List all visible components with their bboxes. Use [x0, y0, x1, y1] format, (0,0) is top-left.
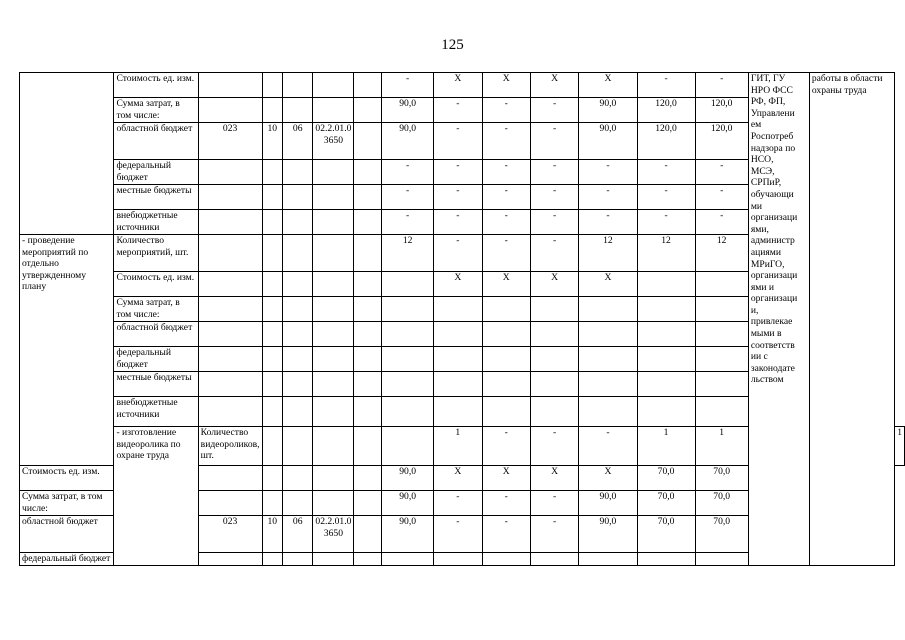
value-cell: Х — [579, 272, 637, 297]
value-cell: 1 — [434, 427, 482, 466]
value-cell: Х — [434, 73, 482, 98]
executors-line: Роспотреб — [750, 130, 794, 142]
value-cell: 70,0 — [637, 516, 695, 553]
value-cell: - — [482, 98, 530, 123]
executors-line: НРО ФСС — [750, 84, 793, 96]
value-cell: 90,0 — [382, 98, 434, 123]
page-number: 125 — [441, 37, 464, 53]
row-label: федеральный бюджет — [114, 160, 198, 185]
value-cell: 90,0 — [382, 516, 434, 553]
value-cell: - — [434, 491, 482, 516]
row-label: Количество видеороликов, шт. — [198, 427, 262, 466]
value-cell: 12 — [579, 235, 637, 272]
executors-line: ии с — [750, 351, 768, 363]
value-cell: 90,0 — [579, 98, 637, 123]
code-cell: 10 — [262, 123, 282, 160]
value-cell: Х — [579, 73, 637, 98]
value-cell: - — [434, 210, 482, 235]
executors-line: ациями — [750, 246, 781, 258]
executors-line: организаци — [750, 293, 798, 305]
executors-line: МСЭ, — [750, 165, 775, 177]
executors-line: администр — [750, 235, 795, 247]
executors-line: ем — [750, 119, 762, 131]
activity-cell-continued — [20, 73, 114, 235]
value-cell: - — [530, 427, 578, 466]
code-cell: 023 — [198, 123, 262, 160]
value-cell: - — [530, 235, 578, 272]
value-cell: 1 — [637, 427, 695, 466]
value-cell: - — [482, 491, 530, 516]
value-cell: - — [482, 427, 530, 466]
code-cell: 06 — [282, 123, 312, 160]
code-cell: 02.2.01.0 3650 — [313, 123, 354, 160]
executors-line: ями и — [750, 281, 774, 293]
activity-events: - проведение мероприятий по отдельно утвержденному плану — [20, 235, 114, 466]
executors-line: законодате — [750, 362, 795, 374]
executors-line: организаци — [750, 270, 798, 282]
value-cell: - — [530, 491, 578, 516]
executors-line: привлекае — [750, 316, 793, 328]
row-label: областной бюджет — [114, 123, 198, 160]
executors-line: надзора по — [750, 142, 796, 154]
row-label: Стоимость ед. изм. — [114, 272, 198, 297]
row-label: Сумма затрат, в том числе: — [114, 297, 198, 322]
value-cell: - — [434, 185, 482, 210]
value-cell: - — [530, 160, 578, 185]
value-cell: - — [482, 516, 530, 553]
value-cell: 1 — [695, 427, 748, 466]
value-cell: Х — [434, 272, 482, 297]
value-cell: 12 — [637, 235, 695, 272]
value-cell: - — [482, 235, 530, 272]
program-table — [19, 72, 905, 566]
row-label: федеральный бюджет — [20, 553, 114, 566]
executors-line: соответств — [750, 339, 795, 351]
code-cell: 02.2.01.0 3650 — [313, 516, 354, 553]
value-cell: - — [530, 210, 578, 235]
executors-line: СРПиР, — [750, 177, 782, 189]
value-cell: - — [382, 73, 434, 98]
value-cell: - — [579, 427, 637, 466]
executors-line: МРиГО, — [750, 258, 785, 270]
value-cell: 90,0 — [579, 516, 637, 553]
table-row — [20, 73, 905, 98]
value-cell: 70,0 — [695, 466, 748, 491]
value-cell: - — [530, 185, 578, 210]
row-label: областной бюджет — [114, 322, 198, 347]
value-cell: Х — [482, 272, 530, 297]
row-label: местные бюджеты — [114, 372, 198, 397]
value-cell: 120,0 — [637, 98, 695, 123]
executors-line: ГИТ, ГУ — [750, 73, 786, 84]
value-cell: 90,0 — [579, 491, 637, 516]
value-cell: - — [695, 160, 748, 185]
value-cell: Х — [579, 466, 637, 491]
row-label: Стоимость ед. изм. — [20, 466, 114, 491]
value-cell: - — [530, 123, 578, 160]
row-label: Сумма затрат, в том числе: — [20, 491, 114, 516]
result-cell: работы в области охраны труда — [809, 73, 894, 566]
value-cell: Х — [482, 73, 530, 98]
row-label: Количество мероприятий, шт. — [114, 235, 198, 272]
value-cell: - — [382, 185, 434, 210]
executors-line: ми — [750, 200, 763, 212]
value-cell: - — [579, 160, 637, 185]
value-cell: - — [382, 160, 434, 185]
value-cell: 12 — [382, 235, 434, 272]
value-cell: 90,0 — [382, 491, 434, 516]
value-cell: Х — [530, 73, 578, 98]
activity-video: - изготовление видеоролика по охране труда — [114, 427, 198, 566]
value-cell: - — [637, 73, 695, 98]
executors-line: обучающи — [750, 188, 794, 200]
value-cell: 70,0 — [637, 466, 695, 491]
executors-line: ями, — [750, 223, 769, 235]
value-cell: - — [434, 516, 482, 553]
value-cell: - — [530, 516, 578, 553]
value-cell: - — [579, 185, 637, 210]
value-cell: - — [482, 160, 530, 185]
value-cell: - — [434, 160, 482, 185]
value-cell: 70,0 — [695, 491, 748, 516]
row-label: Стоимость ед. изм. — [114, 73, 198, 98]
code-cell: 023 — [198, 516, 262, 553]
row-label: Сумма затрат, в том числе: — [114, 98, 198, 123]
value-cell: 70,0 — [637, 491, 695, 516]
executors-line: и, — [750, 304, 759, 316]
value-cell: 120,0 — [695, 98, 748, 123]
value-cell: 70,0 — [695, 516, 748, 553]
row-label: федеральный бюджет — [114, 347, 198, 372]
executors-line: Управлени — [750, 107, 795, 119]
row-label: внебюджетные источники — [114, 210, 198, 235]
value-cell: - — [434, 235, 482, 272]
value-cell: - — [482, 123, 530, 160]
value-cell: - — [695, 73, 748, 98]
code-cell: 06 — [282, 516, 312, 553]
value-cell: 12 — [695, 235, 748, 272]
value-cell: - — [637, 160, 695, 185]
row-label: внебюджетные источники — [114, 397, 198, 427]
value-cell: Х — [530, 466, 578, 491]
row-label: областной бюджет — [20, 516, 114, 553]
value-cell: - — [530, 98, 578, 123]
value-cell: - — [482, 210, 530, 235]
value-cell: 120,0 — [695, 123, 748, 160]
value-cell: 1 — [895, 427, 905, 466]
value-cell: Х — [482, 466, 530, 491]
value-cell: Х — [434, 466, 482, 491]
value-cell: - — [579, 210, 637, 235]
value-cell: - — [434, 123, 482, 160]
value-cell: 120,0 — [637, 123, 695, 160]
value-cell: - — [695, 210, 748, 235]
value-cell: 90,0 — [382, 123, 434, 160]
value-cell: - — [695, 185, 748, 210]
value-cell: 90,0 — [382, 466, 434, 491]
row-label: местные бюджеты — [114, 185, 198, 210]
executors-line: РФ, ФП, — [750, 96, 786, 108]
value-cell: - — [382, 210, 434, 235]
value-cell: - — [637, 210, 695, 235]
executors-line: организаци — [750, 212, 798, 224]
value-cell: - — [637, 185, 695, 210]
code-cell: 10 — [262, 516, 282, 553]
executors-line: НСО, — [750, 154, 774, 166]
value-cell: 90,0 — [579, 123, 637, 160]
executors-line: мыми в — [750, 328, 782, 340]
executors-line: льством — [750, 374, 784, 386]
executors-cell — [748, 73, 809, 566]
value-cell: - — [482, 185, 530, 210]
value-cell: Х — [530, 272, 578, 297]
value-cell: - — [434, 98, 482, 123]
